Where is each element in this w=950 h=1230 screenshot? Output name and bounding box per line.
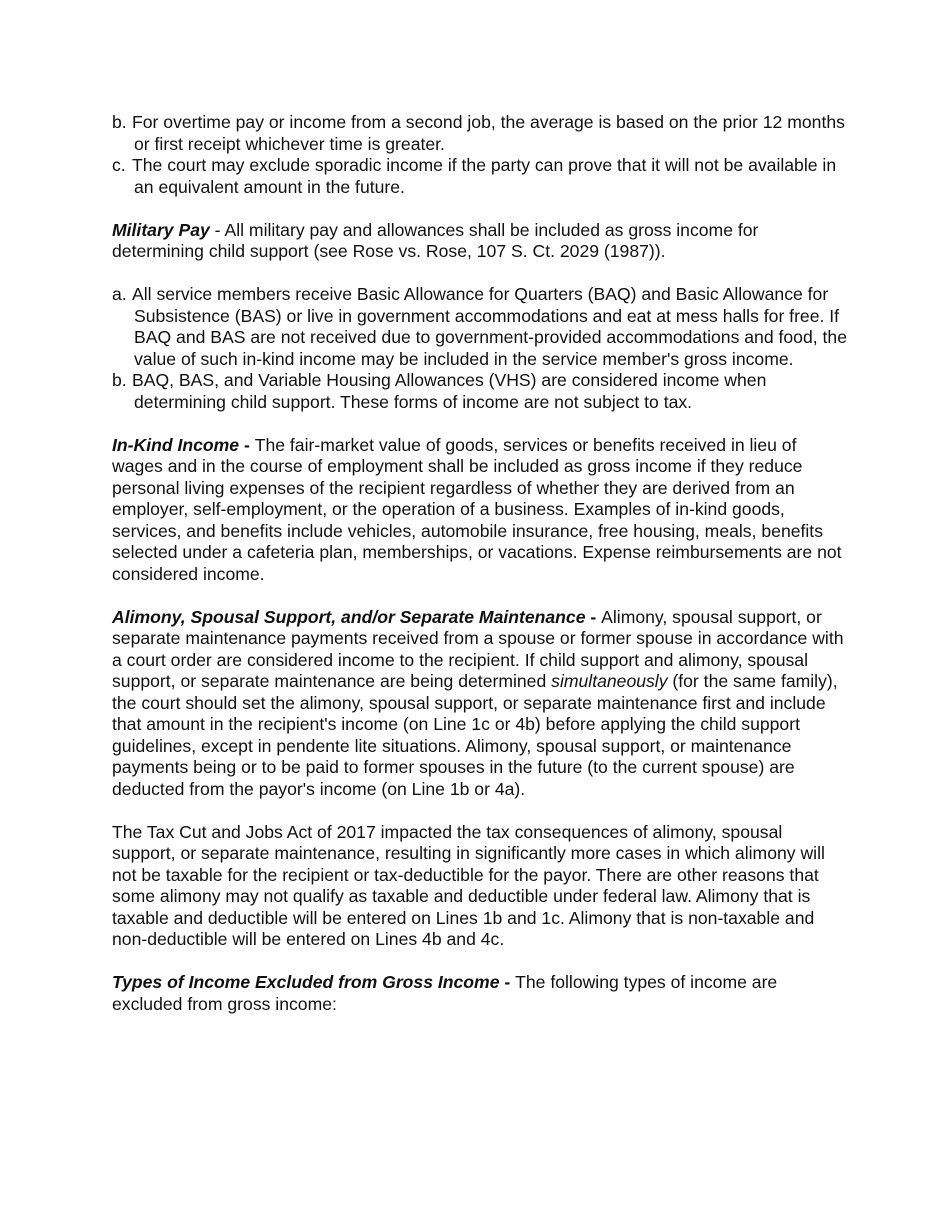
list-item-text: All service members receive Basic Allowance for Quarters (BAQ) and Basic Allowance for Subsistence (BAS) or live in government accommodations and eat at mess halls for free. If BAQ and BAS are not received due to government-provided accommodations and food, the value of such in-kind income may be included in the service member's gross income. [132,284,847,369]
list-marker: b. [112,112,127,132]
tax-cut-paragraph: The Tax Cut and Jobs Act of 2017 impacted the tax consequences of alimony, spousal support, or separate maintenance, resulting in significantly more cases in which alimony will not be taxable for the recipient or tax-deductible for the payor. There are other reasons that some alimony may not qualify as taxable and deductible under federal law. Alimony that is taxable and deductible will be entered on Lines 1b and 1c. Alimony that is non-taxable and non-deductible will be entered on Lines 4b and 4c. [112,821,825,949]
alimony-heading: Alimony, Spousal Support, and/or Separate Maintenance [112,606,586,627]
military-pay-dash: - [209,219,225,240]
in-kind-income-body: The fair-market value of goods, services or benefits received in lieu of wages and in the course of employment shall be included as gross income if they reduce personal living expenses of the recipient regardless of whether they are derived from an employer, self-employment, or the operation of a business. Examples of in-kind goods, services, and benefits include vehicles, automobile insurance, free housing, meals, benefits selected under a cafeteria plan, memberships, or vacations. Expense reimbursements are not considered income. [112,434,842,584]
in-kind-income-heading: In-Kind Income [112,434,240,455]
excluded-income-heading: Types of Income Excluded from Gross Income [112,972,500,992]
alimony-body-start: Alimony, spousal support, or separate maintenance payments received from a spouse or former spouse in accordance with a court order are considered income to the recipient. If child support and alimony, spousal support, or separate maintenance are being determined [112,606,844,691]
list-item-text: For overtime pay or income from a second job, the average is based on the prior 12 months or first receipt whichever time is greater. [132,112,845,154]
military-pay-body: All military pay and allowances shall be included as gross income for determining child support (see Rose vs. Rose, 107 S. Ct. 2029 (1987)). [112,219,759,261]
list-item-text: The court may exclude sporadic income if the party can prove that it will not be available in an equivalent amount in the future. [132,155,837,197]
list-item [112,155,847,198]
in-kind-income-dash: - [239,434,255,455]
list-marker: c. [112,155,126,175]
in-kind-income-paragraph [112,435,847,586]
list-marker: a. [112,284,127,304]
list-item [112,112,847,155]
excluded-income-body: The following types of income are excluded from gross income: [112,972,778,1014]
alimony-paragraph [112,607,847,801]
excluded-income-paragraph [112,972,847,1015]
document-page [112,112,847,1015]
list-item-text: BAQ, BAS, and Variable Housing Allowances (VHS) are considered income when determining child support. These forms of income are not subject to tax. [132,370,767,412]
alimony-body-end: (for the same family), the court should set the alimony, spousal support, or separate maintenance first and include that amount in the recipient's income (on Line 1c or 4b) before applying the child support guidelines, except in pendente lite situations. Alimony, spousal support, or maintenance payments being or to be paid to former spouses in the future (to the current spouse) are deducted from the payor's income (on Line 1b or 4a). [112,671,838,799]
military-pay-paragraph [112,220,847,263]
excluded-income-dash: - [499,972,516,992]
alimony-dash: - [585,606,602,627]
alimony-body-italic: simultaneously [551,671,668,691]
military-pay-list [112,284,847,413]
military-pay-heading: Military Pay [112,219,210,240]
income-list-continued [112,112,847,198]
list-item [112,370,847,413]
list-item [112,284,847,370]
list-marker: b. [112,370,127,390]
